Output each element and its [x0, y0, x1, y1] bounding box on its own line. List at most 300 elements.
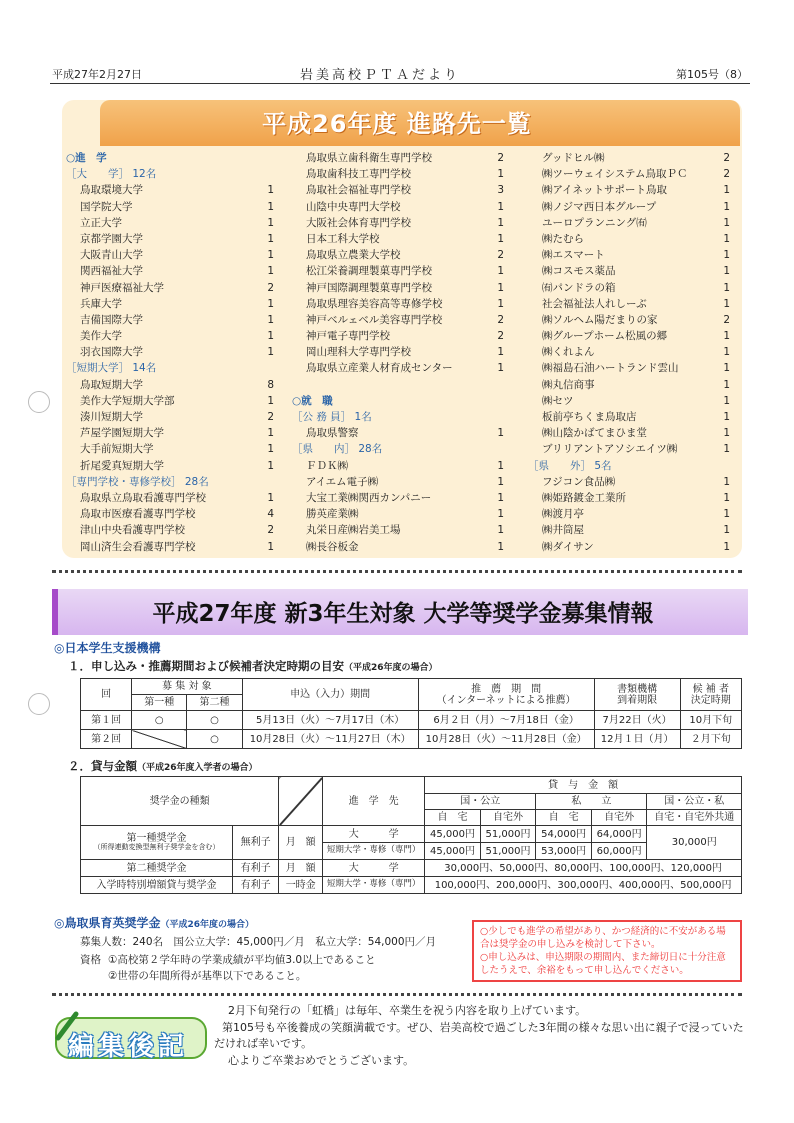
career-item-count: 1: [267, 540, 274, 553]
section-2-note: （平成26年度入学者の場合）: [137, 763, 258, 773]
course-junior: 短期大学・専修（専門）: [323, 843, 425, 860]
career-item-count: 1: [267, 491, 274, 504]
career-item-count: 1: [267, 459, 274, 472]
career-list-item: [528, 344, 730, 360]
cell: 12月１日（月）: [594, 730, 680, 749]
career-list-item: [292, 312, 504, 328]
career-item-name: 神戸医療福祉大学: [80, 281, 164, 294]
career-item-name: ㈱姫路鍍金工業所: [542, 491, 626, 504]
career-item-name: 大宝工業㈱関西カンパニー: [306, 491, 432, 504]
career-list-item: [292, 393, 504, 409]
career-list-item: [292, 409, 504, 425]
type1-interest: 無利子: [233, 826, 279, 860]
career-list-item: [66, 263, 274, 279]
career-item-name: 鳥取短期大学: [80, 378, 143, 391]
career-item-count: 1: [723, 524, 730, 537]
career-list-item: [292, 296, 504, 312]
career-item-name: 鳥取県立農業大学校: [306, 249, 401, 262]
career-item-name: 鳥取県警察: [306, 427, 359, 440]
th-decision-1: 候 補 者: [692, 683, 729, 695]
career-item-name: 鳥取県理容美容高等専修学校: [306, 297, 443, 310]
tottori-heading: [54, 914, 254, 931]
section-2-heading: [68, 758, 258, 774]
career-item-count: 2: [497, 313, 504, 326]
career-item-count: 1: [267, 232, 274, 245]
career-list-item: [66, 377, 274, 393]
afterword-line-1: 2月下旬発行の「虹橋」は毎年、卒業生を祝う内容を取り上げています。: [228, 1004, 587, 1017]
career-item-count: 1: [497, 297, 504, 310]
career-item-name: 折尾愛真短期大学: [80, 459, 164, 472]
career-item-name: ㈲パンドラの箱: [542, 281, 616, 294]
career-item-name: ㈱エスマート: [542, 249, 605, 262]
career-item-count: 1: [723, 427, 730, 440]
career-list-item: [528, 280, 730, 296]
career-item-count: 1: [497, 427, 504, 440]
th-docs-2: 到着期限: [617, 694, 658, 706]
career-item-name: ㈱コスモス薬品: [542, 265, 616, 278]
career-item-name: ㈱グループホーム松風の郷: [542, 330, 668, 343]
career-item-count: 1: [267, 249, 274, 262]
career-item-name: ［公 務 員］ 1名: [292, 411, 372, 423]
career-item-name: 大手前短期大学: [80, 443, 154, 456]
career-item-name: ㈱福島石油ハートランド雲山: [542, 362, 679, 375]
th-amount: 貸 与 金 額: [425, 777, 742, 794]
career-item-count: 1: [723, 411, 730, 423]
career-list-item: [66, 328, 274, 344]
career-list-item: [66, 393, 274, 409]
career-list-item: [292, 425, 504, 441]
career-list-item: [528, 441, 730, 457]
issue-date: 平成27年2月27日: [52, 68, 142, 81]
cell: 5月13日（火）～7月17日（木）: [242, 711, 418, 730]
th-recommend-sub: （インターネットによる推薦）: [436, 694, 576, 706]
cell-diagonal: [132, 730, 187, 749]
afterword-badge: [52, 1010, 212, 1064]
cell: 10月下旬: [680, 711, 741, 730]
th-national: 国・公立: [425, 794, 536, 810]
career-list-item: [292, 215, 504, 231]
career-item-name: 日本工科大学校: [306, 232, 380, 245]
career-item-name: 美作大学短期大学部: [80, 394, 175, 407]
th-docs-1: 書類機構: [617, 683, 658, 695]
type1-sub: （所得連動変換型無利子奨学金を含む）: [93, 843, 220, 852]
section-1-heading: [68, 658, 438, 674]
career-list-item: [528, 377, 730, 393]
course-junior: 短期大学・専修（専門）: [323, 877, 425, 894]
th-decision-2: 決定時期: [690, 694, 731, 706]
career-item-name: 鳥取社会福祉専門学校: [306, 184, 411, 197]
course-univ: 大 学: [323, 826, 425, 843]
career-item-name: ㈱長谷板金: [306, 540, 359, 553]
cell: ○: [187, 711, 242, 730]
career-item-name: ブリリアントアソシエイツ㈱: [542, 443, 678, 456]
career-item-count: 1: [723, 540, 730, 553]
afterword-text: [214, 1003, 752, 1069]
career-item-name: ［専門学校・専修学校］ 28名: [66, 475, 209, 488]
career-list-item: [528, 166, 730, 182]
career-list-item: [528, 296, 730, 312]
career-item-name: 大阪青山大学: [80, 249, 143, 262]
scholarship-title: 平成27年度 新3年生対象 大学等奨学金募集情報: [152, 601, 654, 627]
career-list-item: [528, 182, 730, 198]
career-item-count: 2: [723, 168, 730, 181]
loan-amount-table: [80, 776, 742, 894]
career-list-item: [66, 166, 274, 182]
punch-hole-bottom: [28, 693, 50, 715]
career-item-name: 岡山済生会看護専門学校: [80, 540, 196, 553]
career-list-item: [66, 296, 274, 312]
tottori-title: ◎鳥取県育英奨学金: [54, 916, 161, 930]
career-list-item: [528, 360, 730, 376]
cell: ○: [132, 711, 187, 730]
career-item-name: 鳥取歯科技工専門学校: [306, 168, 411, 181]
career-item-name: 勝英産業㈱: [306, 508, 359, 521]
career-item-name: ○進 学: [66, 152, 107, 164]
career-list-item: [66, 360, 274, 376]
cell: 51,000円: [480, 826, 536, 843]
career-list-item: [66, 280, 274, 296]
career-list-item: [292, 441, 504, 457]
career-item-name: 丸栄日産㈱岩美工場: [306, 524, 401, 537]
career-item-count: 1: [497, 540, 504, 553]
th-type-2: 第二種: [187, 695, 242, 711]
qualification-1: ①高校第２学年時の学業成績が平均値3.0以上であること: [108, 954, 376, 966]
career-list-item: [66, 490, 274, 506]
career-item-name: 鳥取県立鳥取看護専門学校: [80, 491, 206, 504]
career-item-count: 1: [497, 508, 504, 521]
course-univ: 大 学: [323, 860, 425, 877]
career-item-count: 2: [497, 249, 504, 262]
th-target: 募 集 対 象: [132, 679, 243, 695]
career-item-name: ユーロプランニング㈲: [542, 216, 647, 229]
career-item-name: 兵庫大学: [80, 297, 122, 310]
career-title: 平成26年度 進路先一覧: [262, 110, 532, 138]
career-list-item: [292, 247, 504, 263]
career-item-name: ○就 職: [292, 394, 333, 407]
career-list-item: [292, 490, 504, 506]
career-item-name: ［県 内］ 28名: [292, 443, 383, 456]
career-item-count: 2: [267, 281, 274, 294]
career-item-count: 1: [267, 184, 274, 197]
cell: 60,000円: [591, 843, 647, 860]
career-item-count: 2: [723, 313, 730, 326]
career-item-count: 1: [497, 475, 504, 488]
issue-number: 第105号（8）: [676, 68, 748, 81]
type3-lump: 一時金: [279, 877, 323, 894]
career-item-name: 湊川短期大学: [80, 411, 143, 423]
career-list-item: [66, 522, 274, 538]
career-item-count: 1: [267, 313, 274, 326]
career-list-item: [66, 182, 274, 198]
career-list-item: [292, 474, 504, 490]
career-item-name: アイエム電子㈱: [306, 475, 379, 488]
career-item-name: [292, 379, 306, 391]
career-item-name: 関西福祉大学: [80, 265, 143, 278]
career-item-name: グッドヒル㈱: [542, 152, 605, 164]
career-column-2: [292, 150, 504, 555]
th-jitaku: 自 宅: [536, 810, 592, 826]
th-diagonal: [279, 777, 323, 826]
cell: 54,000円: [536, 826, 592, 843]
career-item-name: 社会福祉法人れしーぶ: [542, 297, 647, 310]
career-item-name: 大阪社会体育専門学校: [306, 216, 411, 229]
th-both: 国・公立・私: [647, 794, 742, 810]
type2-values: 30,000円、50,000円、80,000円、100,000円、120,000円: [425, 860, 742, 877]
th-jitakugai: 自宅外: [591, 810, 647, 826]
career-list-item: [292, 377, 504, 393]
career-list-item: [66, 409, 274, 425]
career-item-count: 1: [497, 362, 504, 375]
cell: 第２回: [81, 730, 132, 749]
career-list-item: [66, 344, 274, 360]
cell: 第１回: [81, 711, 132, 730]
th-private: 私 立: [536, 794, 647, 810]
career-list-item: [528, 199, 730, 215]
qualification-2: ②世帯の年間所得が基準以下であること。: [108, 970, 307, 982]
career-list-item: [528, 312, 730, 328]
career-item-count: 1: [723, 443, 730, 456]
career-item-count: 1: [497, 346, 504, 359]
career-item-count: 1: [723, 249, 730, 262]
career-list-item: [292, 344, 504, 360]
afterword-line-2: 第105号も卒後養成の笑顔満載です。ぜひ、岩美高校で過ごした3年間の様々な思い出に親子で浸っていただければ幸いです。: [214, 1020, 744, 1050]
afterword-line-3: 心よりご卒業おめでとうございます。: [228, 1053, 415, 1067]
career-item-name: 鳥取環境大学: [80, 184, 143, 197]
type2-monthly: 月 額: [279, 860, 323, 877]
career-list-item: [292, 360, 504, 376]
tottori-note: （平成26年度の場合）: [160, 920, 255, 930]
page-header: [50, 66, 750, 84]
table-row: [81, 730, 742, 749]
type2-interest: 有利子: [233, 860, 279, 877]
type1-name: [81, 826, 233, 860]
career-item-count: 1: [497, 232, 504, 245]
type2-name: 第二種奨学金: [81, 860, 233, 877]
career-item-name: フジコン食品㈱: [542, 475, 616, 488]
cell: 10月28日（火）～11月28日（金）: [418, 730, 594, 749]
career-item-count: 1: [723, 362, 730, 375]
career-item-count: 1: [267, 443, 274, 456]
career-item-count: 1: [723, 491, 730, 504]
career-column-1: [66, 150, 274, 555]
career-list-item: [528, 539, 730, 555]
career-item-name: 鳥取県立歯科衛生専門学校: [306, 152, 432, 164]
career-item-count: 1: [267, 200, 274, 213]
career-item-name: 山陰中央専門大学校: [306, 200, 401, 213]
scholarship-banner: [52, 589, 748, 635]
type3-name: 入学時特別増額貸与奨学金: [81, 877, 233, 894]
career-list-item: [528, 506, 730, 522]
career-item-count: 1: [723, 378, 730, 391]
career-list-item: [292, 522, 504, 538]
notice-box: [472, 920, 742, 982]
th-kind: 奨学金の種類: [81, 777, 279, 826]
career-item-name: ㈱ソルヘム陽だまりの家: [542, 313, 658, 326]
career-item-name: ㈱ダイサン: [542, 540, 594, 553]
section-divider: [52, 570, 742, 573]
cell: ２月下旬: [680, 730, 741, 749]
career-list-item: [66, 215, 274, 231]
career-list-item: [66, 312, 274, 328]
career-item-name: ㈱丸信商事: [542, 378, 595, 391]
newsletter-title: 岩美高校ＰＴＡだより: [300, 68, 461, 83]
career-list-item: [292, 328, 504, 344]
career-item-name: 神戸国際調理製菓専門学校: [306, 281, 432, 294]
th-course: 進 学 先: [323, 777, 425, 826]
th-docs-deadline: [594, 679, 680, 711]
career-item-name: ㈱ノジマ西日本グループ: [542, 200, 657, 213]
career-list-item: [528, 150, 730, 166]
th-recommend-title: 推 薦 期 間: [471, 683, 542, 695]
type3-interest: 有利子: [233, 877, 279, 894]
career-list-item: [66, 199, 274, 215]
career-item-count: 8: [267, 378, 274, 391]
career-item-name: ㈱くれよん: [542, 346, 595, 359]
career-list-item: [528, 247, 730, 263]
career-list-item: [292, 199, 504, 215]
career-item-count: 1: [723, 508, 730, 521]
career-item-name: 神戸電子専門学校: [306, 330, 390, 343]
career-item-count: 1: [723, 184, 730, 197]
career-item-name: ㈱渡月亭: [542, 508, 584, 521]
career-list-item: [292, 506, 504, 522]
career-item-count: 1: [267, 216, 274, 229]
career-item-count: 1: [497, 281, 504, 294]
section-1-title: １．申し込み・推薦期間および候補者決定時期の目安: [68, 659, 344, 673]
career-list-item: [292, 263, 504, 279]
th-jitakugai: 自宅外: [480, 810, 536, 826]
cell: 64,000円: [591, 826, 647, 843]
cell: 51,000円: [480, 843, 536, 860]
cell: 6月２日（月）～7月18日（金）: [418, 711, 594, 730]
career-item-name: ㈱たむら: [542, 232, 584, 245]
cell: 7月22日（火）: [594, 711, 680, 730]
career-item-name: ［大 学］ 12名: [66, 168, 157, 181]
th-both-sub: 自宅・自宅外共通: [647, 810, 742, 826]
career-column-3: [528, 150, 730, 555]
career-item-name: ［短期大学］ 14名: [66, 362, 157, 375]
section-2-title: ２．貸与金額: [68, 759, 137, 773]
career-list-item: [528, 215, 730, 231]
career-item-count: 1: [497, 491, 504, 504]
career-item-count: 2: [723, 152, 730, 164]
career-list-item: [66, 458, 274, 474]
career-item-count: 1: [497, 265, 504, 278]
career-list-item: [528, 474, 730, 490]
th-jitaku: 自 宅: [425, 810, 481, 826]
career-item-count: 3: [497, 184, 504, 197]
career-item-name: 鳥取市医療看護専門学校: [80, 508, 196, 521]
th-decision: [680, 679, 741, 711]
career-item-count: 1: [497, 216, 504, 229]
career-item-count: 1: [267, 346, 274, 359]
career-item-count: 1: [723, 394, 730, 407]
career-item-name: 津山中央看護専門学校: [80, 524, 185, 537]
career-item-name: ㈱山陰かばてまひま堂: [542, 427, 647, 440]
cell: ○: [187, 730, 242, 749]
type3-values: 100,000円、200,000円、300,000円、400,000円、500,000円: [425, 877, 742, 894]
career-list-item: [528, 425, 730, 441]
career-item-name: ＦＤＫ㈱: [306, 459, 348, 472]
career-item-count: 1: [723, 297, 730, 310]
career-list-item: [528, 458, 730, 474]
qualification-label: 資格: [80, 954, 101, 966]
career-list-item: [66, 506, 274, 522]
th-type-1: 第一種: [132, 695, 187, 711]
career-item-name: 神戸ベルェベル美容専門学校: [306, 313, 443, 326]
cell: 10月28日（火）～11月27日（木）: [242, 730, 418, 749]
career-item-count: 1: [723, 200, 730, 213]
career-list-item: [292, 166, 504, 182]
career-item-count: 1: [723, 216, 730, 229]
career-item-count: 1: [497, 459, 504, 472]
jasso-heading: ◎日本学生支援機構: [54, 641, 161, 655]
career-list-item: [66, 539, 274, 555]
career-item-count: 2: [497, 152, 504, 164]
section-divider-2: [52, 993, 742, 996]
career-list-item: [292, 150, 504, 166]
type1-title: 第一種奨学金: [126, 833, 187, 845]
career-list-item: [66, 441, 274, 457]
career-item-name: 美作大学: [80, 330, 122, 343]
th-recommend-period: [418, 679, 594, 711]
career-item-count: 1: [723, 475, 730, 488]
career-list-item: [66, 150, 274, 166]
career-list-item: [66, 425, 274, 441]
career-list-item: [292, 231, 504, 247]
application-period-table: [80, 678, 742, 749]
table-row: [81, 711, 742, 730]
career-item-count: 1: [267, 427, 274, 440]
th-apply-period: 申込（入力）期間: [242, 679, 418, 711]
career-item-count: 1: [723, 346, 730, 359]
career-item-count: 1: [267, 265, 274, 278]
career-item-name: ［県 外］ 5名: [528, 459, 612, 472]
th-round: 回: [81, 679, 132, 711]
career-item-name: 板前亭ちくま鳥取店: [542, 411, 637, 423]
afterword-title: 編集後記: [68, 1032, 189, 1062]
career-item-count: 2: [267, 411, 274, 423]
career-item-count: 1: [723, 330, 730, 343]
career-list-item: [528, 231, 730, 247]
career-item-name: 羽衣国際大学: [80, 346, 143, 359]
career-item-name: ㈱セツ: [542, 394, 574, 407]
career-item-name: 吉備国際大学: [80, 313, 143, 326]
career-list-item: [528, 328, 730, 344]
career-item-name: 岡山理科大学専門学校: [306, 346, 411, 359]
career-item-count: 1: [723, 265, 730, 278]
career-item-count: 4: [267, 508, 274, 521]
career-list-item: [528, 409, 730, 425]
career-list-item: [66, 247, 274, 263]
career-item-count: 1: [497, 200, 504, 213]
career-item-name: 鳥取県立産業人材育成センター: [306, 362, 453, 375]
career-list-item: [66, 474, 274, 490]
career-list-item: [528, 490, 730, 506]
career-item-count: 1: [267, 297, 274, 310]
cell: 45,000円: [425, 826, 481, 843]
career-item-name: 国学院大学: [80, 200, 133, 213]
punch-hole-top: [28, 391, 50, 413]
career-list-item: [528, 522, 730, 538]
section-1-note: （平成26年度の場合）: [344, 663, 438, 673]
career-item-count: 1: [267, 330, 274, 343]
career-list-item: [292, 458, 504, 474]
career-list-item: [292, 280, 504, 296]
career-item-count: 1: [267, 394, 274, 407]
career-item-name: 京都学園大学: [80, 232, 143, 245]
type1-monthly: 月 額: [279, 826, 323, 860]
